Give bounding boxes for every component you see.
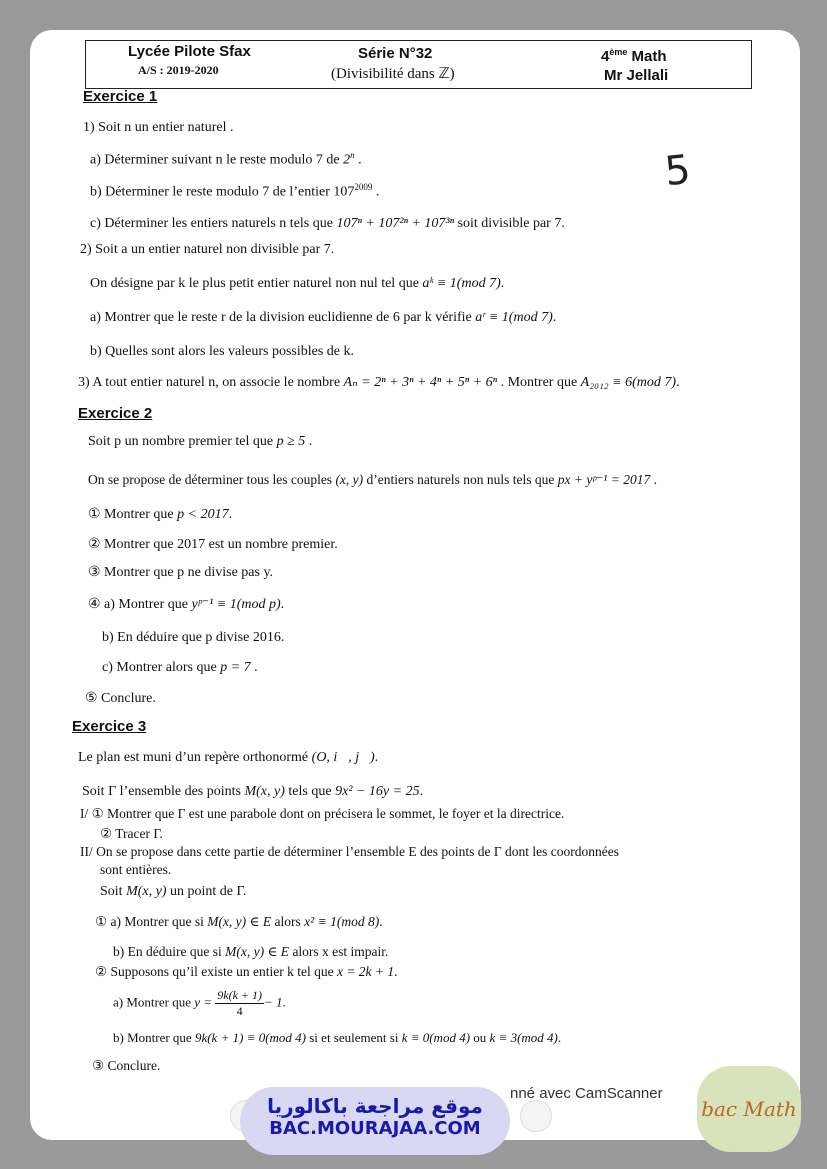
ex1-q2a: a) Montrer que le reste r de la division euclidienne de 6 par k vérifie aʳ ≡ 1(mod 7). <box>90 310 557 325</box>
ex3-step3: ③ Conclure. <box>92 1058 161 1073</box>
exercise-3-title: Exercice 3 <box>72 718 147 735</box>
ex3-step1b: b) En déduire que si M(x, y) ∈ E alors x est impair. <box>113 944 389 959</box>
ex3-plan: Le plan est muni d’un repère orthonormé (O, i⃗, j⃗). <box>78 750 379 765</box>
ex3-part1b: ② Tracer Γ. <box>100 826 163 841</box>
series-topic: (Divisibilité dans ℤ) <box>331 66 455 82</box>
school-name: Lycée Pilote Sfax <box>128 43 251 60</box>
ex1-q1: 1) Soit n un entier naturel . <box>83 120 234 135</box>
class-level: 4ème Math <box>601 47 667 65</box>
handwritten-mark: 5 <box>662 146 693 196</box>
ex2-step2: ② Montrer que 2017 est un nombre premier. <box>88 537 338 552</box>
exercise-2-title: Exercice 2 <box>78 405 153 422</box>
ex3-step2: ② Supposons qu’il existe un entier k tel que x = 2k + 1. <box>95 964 398 979</box>
ex2-step3: ③ Montrer que p ne divise pas y. <box>88 565 274 580</box>
header-box <box>85 40 752 89</box>
ex1-q2: 2) Soit a un entier naturel non divisible par 7. <box>80 242 335 257</box>
ex2-step5: ⑤ Conclure. <box>85 691 156 706</box>
ex3-step1a: ① a) Montrer que si M(x, y) ∈ E alors x² ≡ 1(mod 8). <box>95 914 383 929</box>
school-year: A/S : 2019-2020 <box>138 63 219 77</box>
ex1-q1c: c) Déterminer les entiers naturels n tels que 107ⁿ + 107²ⁿ + 107³ⁿ soit divisible par 7. <box>90 216 565 231</box>
ex3-step2b: b) Montrer que 9k(k + 1) ≡ 0(mod 4) si et seulement si k ≡ 0(mod 4) ou k ≡ 3(mod 4). <box>113 1030 562 1045</box>
right-logo-icon <box>520 1100 552 1132</box>
scanner-watermark: nné avec CamScanner <box>510 1085 663 1102</box>
banner-url[interactable]: BAC.MOURAJAA.COM <box>269 1118 481 1139</box>
ex1-q1a: a) Déterminer suivant n le reste modulo 7 de 2$^n$ . <box>90 150 362 168</box>
fraction: $\frac{9k(k + 1)}{4}$ <box>217 988 263 1018</box>
ex2-step1: ① Montrer que p < 2017. <box>88 507 233 522</box>
banner-arabic: موقع مراجعة باكالوريا <box>267 1094 483 1118</box>
ex2-intro: Soit p un nombre premier tel que p ≥ 5 . <box>88 434 313 449</box>
series-number: Série N°32 <box>358 45 433 62</box>
ex3-gamma: Soit Γ l’ensemble des points M(x, y) tels que 9x² − 16y = 25. <box>82 784 424 799</box>
teacher-name: Mr Jellali <box>604 67 669 84</box>
ex3-part2: II/ On se propose dans cette partie de déterminer l’ensemble E des points de Γ dont les coordonnées <box>80 844 620 859</box>
ex3-step2a: a) Montrer que y = $\frac{9k(k + 1)}{4}$ − 1. <box>113 988 286 1018</box>
ex1-q2b: b) Quelles sont alors les valeurs possibles de k. <box>90 344 355 359</box>
ex2-step4a: ④ a) Montrer que yᵖ⁻¹ ≡ 1(mod p). <box>88 597 285 612</box>
ex1-q1b: b) Déterminer le reste modulo 7 de l’entier $107^{2009}$ . <box>90 182 380 200</box>
ex2-step4b: b) En déduire que p divise 2016. <box>102 630 285 645</box>
ex1-q2-intro: On désigne par k le plus petit entier naturel non nul tel que aᵏ ≡ 1(mod 7). <box>90 276 505 291</box>
ex3-part2c: Soit M(x, y) un point de Γ. <box>100 884 247 899</box>
ex2-proposition: On se propose de déterminer tous les couples (x, y) d’entiers naturels non nuls tels que px + yᵖ⁻¹ = 2017 . <box>88 472 657 487</box>
exercise-1-title: Exercice 1 <box>83 88 158 105</box>
ex3-part2b: sont entières. <box>100 862 172 877</box>
ex3-part1: I/ ① Montrer que Γ est une parabole dont on précisera le sommet, le foyer et la directrice. <box>80 806 565 821</box>
bac-math-logo: bac Math <box>697 1066 801 1152</box>
site-banner[interactable] <box>240 1087 510 1155</box>
ex1-q3: 3) A tout entier naturel n, on associe le nombre Aₙ = 2ⁿ + 3ⁿ + 4ⁿ + 5ⁿ + 6ⁿ . Montrer que A₂₀₁₂ ≡ 6(mod 7). <box>78 375 680 390</box>
document-page <box>30 30 800 1140</box>
ex2-step4c: c) Montrer alors que p = 7 . <box>102 660 258 675</box>
